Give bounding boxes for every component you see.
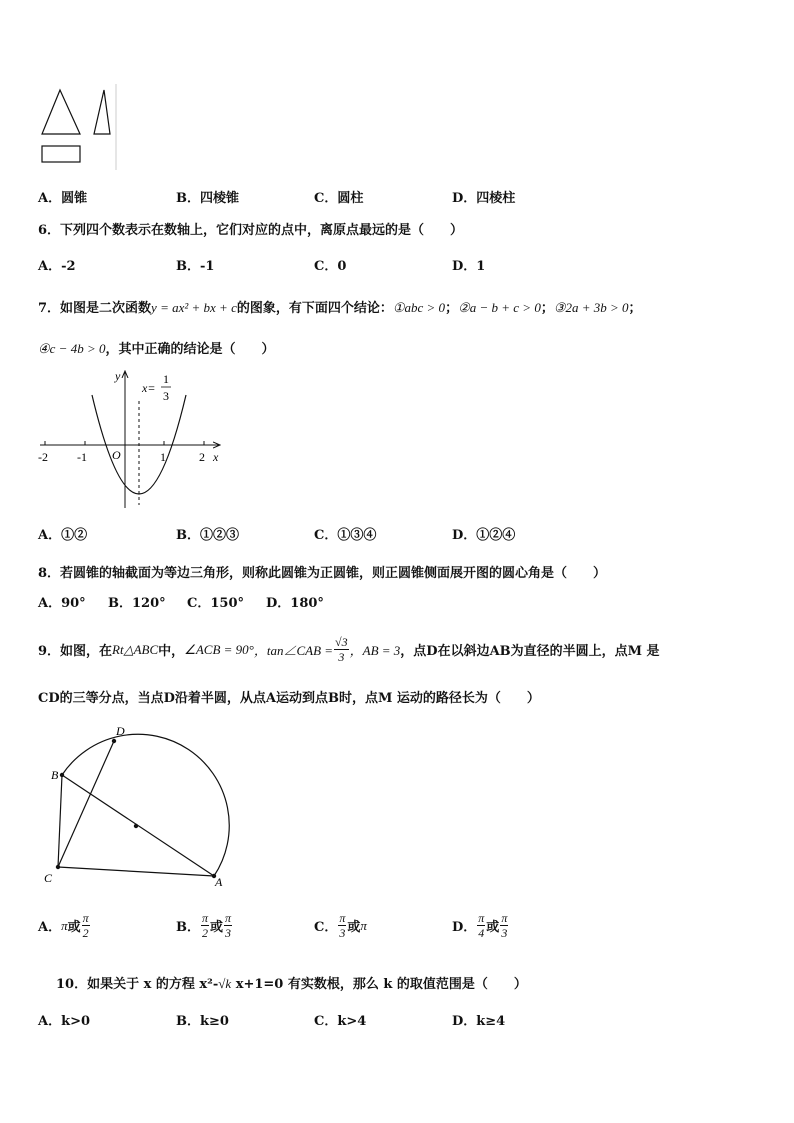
q7-prefix: 7．如图是二次函数 [38, 301, 152, 316]
q9-option-c-numerator: π [339, 911, 346, 925]
q5-option-c[interactable]: C．圆柱 [314, 191, 364, 206]
q9-ab: ，AB = 3 [349, 643, 401, 658]
q9-option-a-numerator: π [82, 911, 89, 925]
q9-in: 中， [158, 644, 185, 659]
q9-option-c-prefix: C． [314, 920, 338, 935]
origin-label: O [112, 448, 121, 462]
q9-option-c-pi: π [360, 917, 367, 933]
q9-stem-line1 [38, 636, 660, 663]
point-c [56, 865, 60, 869]
tick-label-neg2: -2 [38, 450, 48, 464]
q8-option-d[interactable]: D．180° [266, 596, 324, 611]
segment-ca [58, 867, 214, 876]
q9-option-c[interactable] [314, 912, 367, 939]
q9-stem-line2: CD的三等分点，当点D沿着半圆，从点A运动到点B时，点M 运动的路径长为（ ） [38, 691, 540, 706]
q6-option-a[interactable]: A．-2 [38, 259, 76, 274]
semicircle-arc [62, 734, 229, 876]
q7-sep-2: ； [540, 301, 554, 316]
q9-option-d-denominator-2: 3 [501, 926, 508, 940]
symmetry-label: x= [142, 381, 156, 395]
q10-stem [56, 973, 527, 992]
q9-tan-denominator: 3 [338, 650, 345, 664]
q9-tan-numerator: √3 [335, 635, 348, 649]
q9-option-a-or: 或 [67, 920, 81, 935]
label-b: B [51, 768, 59, 782]
q10-option-a[interactable]: A．k>0 [38, 1014, 91, 1029]
symmetry-denominator: 3 [163, 389, 169, 403]
q9-triangle: Rt△ABC [112, 641, 159, 657]
label-a: A [215, 875, 223, 889]
q7-sep-3: ； [628, 301, 642, 316]
side-view-triangle [94, 90, 110, 134]
q6-option-b[interactable]: B．-1 [176, 259, 215, 274]
q8-option-a[interactable]: A．90° [38, 596, 86, 611]
q9-rest: ，点D在以斜边AB为直径的半圆上，点M 是 [400, 644, 660, 659]
q9-tan: ，tan∠CAB = [253, 643, 334, 658]
q9-option-b-or: 或 [210, 920, 224, 935]
q9-option-a[interactable] [38, 912, 91, 939]
label-c: C [44, 871, 53, 885]
q10-option-d[interactable]: D．k≥4 [452, 1014, 506, 1029]
q9-option-c-or: 或 [347, 920, 361, 935]
x-axis-label: x [213, 450, 219, 464]
q7-stem-line2 [38, 338, 275, 357]
q8-option-b[interactable]: B．120° [108, 596, 166, 611]
point-d [112, 739, 116, 743]
q7-conclusion-2: ②a − b + c > 0 [458, 300, 541, 315]
q7-function: y = ax² + bx + c [151, 300, 237, 315]
q9-option-a-fraction [82, 912, 90, 939]
q9-option-d-fraction-1 [477, 912, 485, 939]
q9-option-b-fraction-1 [201, 912, 209, 939]
q7-option-c[interactable]: C．①③④ [314, 528, 377, 543]
tick-label-neg1: -1 [77, 450, 87, 464]
q7-tail: ，其中正确的结论是（ ） [105, 342, 275, 357]
q5-three-view-figure [34, 84, 120, 172]
q9-option-c-fraction [338, 912, 346, 939]
q9-option-b-denominator-1: 2 [202, 926, 208, 940]
label-d: D [116, 724, 125, 738]
y-axis-label: y [115, 369, 121, 383]
q8-stem: 8．若圆锥的轴截面为等边三角形，则称此圆锥为正圆锥，则正圆锥侧面展开图的圆心角是（ ） [38, 566, 607, 581]
q9-option-d-or: 或 [486, 920, 500, 935]
q9-option-b-prefix: B． [176, 920, 200, 935]
q5-option-b[interactable]: B．四棱锥 [176, 191, 239, 206]
q7-stem-line1 [38, 297, 642, 316]
top-view-rectangle [42, 146, 80, 162]
q6-option-d[interactable]: D．1 [452, 259, 486, 274]
q9-option-d-prefix: D． [452, 920, 477, 935]
q7-option-d[interactable]: D．①②④ [452, 528, 516, 543]
q10-text-a: 10．如果关于 x 的方程 x²- [56, 977, 219, 992]
q6-stem: 6．下列四个数表示在数轴上，它们对应的点中，离原点最远的是（ ） [38, 223, 464, 238]
tick-label-1: 1 [160, 450, 166, 464]
q7-parabola-graph [34, 365, 234, 515]
q9-option-d-fraction-2 [500, 912, 508, 939]
q9-option-c-denominator: 3 [339, 926, 346, 940]
q9-angle: ∠ACB = 90° [184, 641, 254, 657]
q6-option-c[interactable]: C．0 [314, 259, 347, 274]
q10-option-b[interactable]: B．k≥0 [176, 1014, 229, 1029]
q10-text-b: x+1=0 有实数根，那么 k 的取值范围是（ ） [231, 977, 527, 992]
q9-option-a-pi: π [61, 917, 68, 933]
segment-bc [58, 775, 62, 867]
q7-conclusion-1: ①abc > 0 [392, 300, 446, 315]
q7-option-b[interactable]: B．①②③ [176, 528, 239, 543]
q9-intro: 9．如图，在 [38, 644, 113, 659]
q5-option-a[interactable]: A．圆锥 [38, 191, 88, 206]
q9-option-d-numerator-2: π [501, 911, 508, 925]
q9-semicircle-figure [38, 722, 238, 892]
q9-option-b-denominator-2: 3 [225, 926, 232, 940]
tick-label-2: 2 [199, 450, 205, 464]
q5-option-d[interactable]: D．四棱柱 [452, 191, 516, 206]
q9-option-b-fraction-2 [224, 912, 232, 939]
q9-option-b-numerator-2: π [225, 911, 232, 925]
q8-option-c[interactable]: C．150° [187, 596, 244, 611]
q9-option-a-prefix: A． [38, 920, 62, 935]
point-b [60, 773, 64, 777]
q7-option-a[interactable]: A．①② [38, 528, 88, 543]
q9-option-d-numerator-1: π [478, 911, 485, 925]
q9-option-d[interactable] [452, 912, 509, 939]
q9-option-d-denominator-1: 4 [478, 926, 485, 940]
q9-option-b-numerator-1: π [202, 911, 209, 925]
q9-option-b[interactable] [176, 912, 233, 939]
q9-option-a-denominator: 2 [82, 926, 89, 940]
q7-mid: 的图象，有下面四个结论： [236, 301, 393, 316]
point-center [134, 824, 138, 828]
q7-conclusion-3: ③2a + 3b > 0 [553, 300, 629, 315]
q10-option-c[interactable]: C．k>4 [314, 1014, 367, 1029]
q7-sep-1: ； [445, 301, 459, 316]
front-view-triangle [42, 90, 80, 134]
q7-conclusion-4: ④c − 4b > 0 [38, 341, 106, 356]
q9-tan-fraction [334, 636, 349, 663]
symmetry-numerator: 1 [163, 372, 169, 386]
q10-sqrt-k: √k [218, 976, 232, 991]
